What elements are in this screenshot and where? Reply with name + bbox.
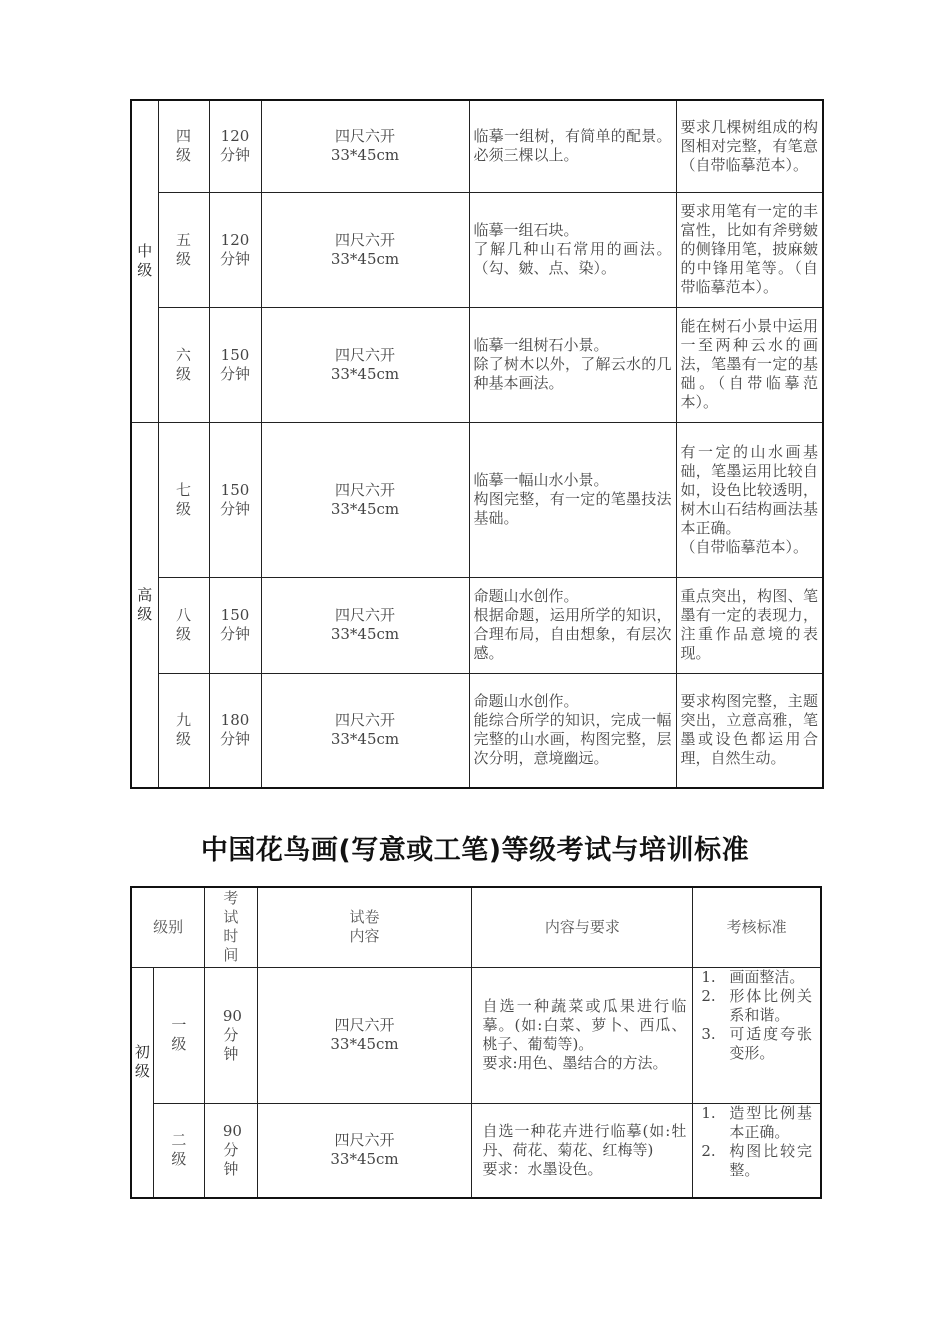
- section-title: 中国花鸟画(写意或工笔)等级考试与培训标准: [200, 835, 750, 866]
- time-cell: 150分钟: [209, 307, 261, 422]
- header-time: 考试时间: [205, 887, 257, 967]
- level-cell: 六级: [158, 307, 209, 422]
- group-label-intermediate: 中级: [131, 100, 158, 422]
- standard-list: [701, 968, 812, 1063]
- list-item: 2. 形体比例关系和谐。: [701, 986, 812, 1024]
- list-item: 2. 构图比较完整。: [701, 1141, 812, 1179]
- table-row: [131, 422, 823, 577]
- header-paper: 试卷 内容: [257, 887, 472, 967]
- standard-cell: [693, 967, 821, 1103]
- time-cell: 120分钟: [209, 192, 261, 307]
- level-cell: 九级: [158, 673, 209, 788]
- content-cell: 临摹一组树石小景。 除了树木以外，了解云水的几种基本画法。: [469, 307, 676, 422]
- level-cell: 一级: [153, 967, 204, 1103]
- standard-cell: 要求几棵树组成的构图相对完整，有笔意（自带临摹范本）。: [676, 100, 823, 192]
- table-row: [131, 100, 823, 192]
- time-cell: 90分钟: [205, 1103, 257, 1198]
- table-row: [131, 967, 821, 1103]
- standard-cell: 重点突出，构图、笔墨有一定的表现力，注重作品意境的表现。: [676, 577, 823, 673]
- paper-cell: 四尺六开 33*45cm: [257, 1103, 472, 1198]
- content-cell: 命题山水创作。 根据命题，运用所学的知识，合理布局，自由想象，有层次感。: [469, 577, 676, 673]
- group-label-advanced: 高级: [131, 422, 158, 788]
- content-cell: 自选一种蔬菜或瓜果进行临摹。(如:白菜、萝卜、西瓜、桃子、葡萄等)。 要求:用色、墨结合的方法。: [472, 967, 693, 1103]
- standard-cell: 能在树石小景中运用一至两种云水的画法，笔墨有一定的基础。（自带临摹范本）。: [676, 307, 823, 422]
- list-item: 1. 造型比例基本正确。: [701, 1103, 812, 1141]
- header-standard: 考核标准: [693, 887, 821, 967]
- time-cell: 150分钟: [209, 422, 261, 577]
- paper-cell: 四尺六开 33*45cm: [261, 422, 469, 577]
- content-cell: 临摹一幅山水小景。 构图完整，有一定的笔墨技法基础。: [469, 422, 676, 577]
- standard-cell: 有一定的山水画基础，笔墨运用比较自如，设色比较透明，树木山石结构画法基本正确。 （自带临摹范本）。: [676, 422, 823, 577]
- table-row: [131, 192, 823, 307]
- group-label-beginner: 初级: [131, 967, 153, 1198]
- level-cell: 二级: [153, 1103, 204, 1198]
- standard-list: [701, 1104, 812, 1180]
- content-cell: 命题山水创作。 能综合所学的知识，完成一幅完整的山水画，构图完整，层次分明，意境幽远。: [469, 673, 676, 788]
- paper-cell: 四尺六开 33*45cm: [261, 673, 469, 788]
- level-cell: 五级: [158, 192, 209, 307]
- standard-cell: 要求用笔有一定的丰富性，比如有斧劈皴的侧锋用笔，披麻皴的中锋用笔等。（自带临摹范本）。: [676, 192, 823, 307]
- list-item: 3. 可适度夸张变形。: [701, 1024, 812, 1062]
- landscape-grade-table: [130, 99, 824, 789]
- standard-cell: [693, 1103, 821, 1198]
- paper-cell: 四尺六开 33*45cm: [261, 307, 469, 422]
- level-cell: 七级: [158, 422, 209, 577]
- list-item: 1. 画面整洁。: [701, 967, 805, 986]
- header-content: 内容与要求: [472, 887, 693, 967]
- table-row: [131, 577, 823, 673]
- level-cell: 四级: [158, 100, 209, 192]
- paper-cell: 四尺六开 33*45cm: [261, 577, 469, 673]
- header-level: 级别: [131, 887, 205, 967]
- content-cell: 临摹一组树，有简单的配景。必须三棵以上。: [469, 100, 676, 192]
- table-row: [131, 673, 823, 788]
- content-cell: 临摹一组石块。 了解几种山石常用的画法。（勾、皴、点、染）。: [469, 192, 676, 307]
- time-cell: 120分钟: [209, 100, 261, 192]
- table-row: [131, 307, 823, 422]
- paper-cell: 四尺六开 33*45cm: [261, 192, 469, 307]
- flower-bird-grade-table: [130, 886, 822, 1199]
- level-cell: 八级: [158, 577, 209, 673]
- standard-cell: 要求构图完整，主题突出，立意高雅，笔墨或设色都运用合理，自然生动。: [676, 673, 823, 788]
- time-cell: 150分钟: [209, 577, 261, 673]
- time-cell: 90分钟: [205, 967, 257, 1103]
- table-header-row: [131, 887, 821, 967]
- paper-cell: 四尺六开 33*45cm: [257, 967, 472, 1103]
- time-cell: 180分钟: [209, 673, 261, 788]
- paper-cell: 四尺六开 33*45cm: [261, 100, 469, 192]
- content-cell: 自选一种花卉进行临摹(如:牡丹、荷花、菊花、红梅等) 要求：水墨设色。: [472, 1103, 693, 1198]
- table-row: [131, 1103, 821, 1198]
